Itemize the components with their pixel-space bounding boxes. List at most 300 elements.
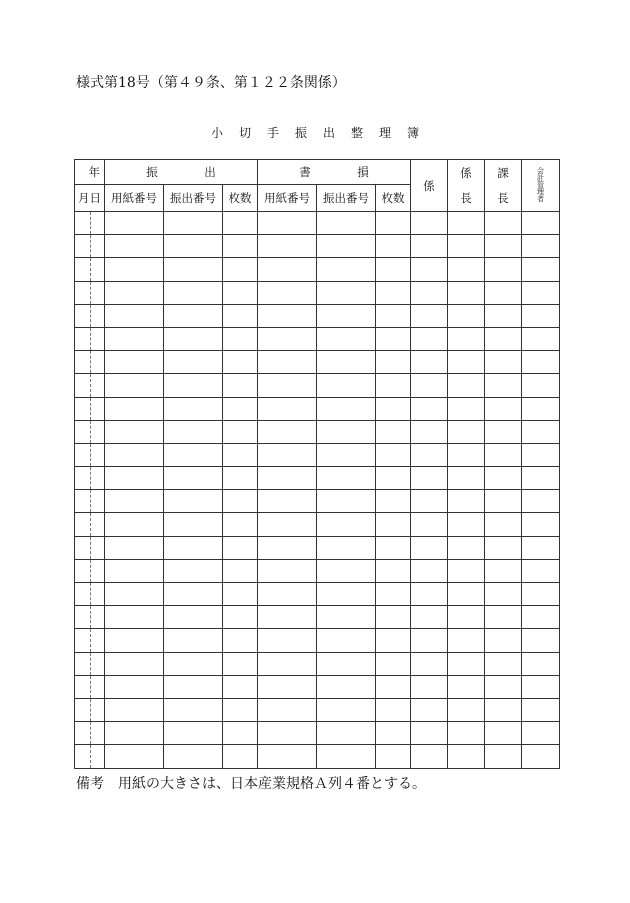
date-cell[interactable] (75, 258, 105, 281)
table-row (75, 513, 560, 536)
table-cell[interactable] (317, 351, 376, 374)
table-cell[interactable] (485, 675, 522, 698)
table-cell[interactable] (376, 722, 411, 745)
table-cell[interactable] (376, 397, 411, 420)
table-cell[interactable] (317, 513, 376, 536)
table-cell[interactable] (223, 467, 258, 490)
table-cell[interactable] (448, 351, 485, 374)
table-cell[interactable] (164, 722, 223, 745)
col-header: 枚数 (376, 185, 411, 212)
date-cell[interactable] (75, 235, 105, 258)
table-cell[interactable] (522, 443, 560, 466)
table-cell[interactable] (105, 212, 164, 235)
table-cell[interactable] (258, 536, 317, 559)
date-cell[interactable] (75, 374, 105, 397)
table-cell[interactable] (376, 420, 411, 443)
table-cell[interactable] (258, 281, 317, 304)
date-cell[interactable] (75, 212, 105, 235)
table-cell[interactable] (164, 513, 223, 536)
table-cell[interactable] (485, 420, 522, 443)
table-cell[interactable] (485, 513, 522, 536)
title-char: 小 (210, 126, 223, 140)
table-cell[interactable] (411, 304, 448, 327)
table-cell[interactable] (105, 513, 164, 536)
table-cell[interactable] (105, 397, 164, 420)
table-cell[interactable] (223, 745, 258, 768)
table-cell[interactable] (317, 467, 376, 490)
table-cell[interactable] (164, 698, 223, 721)
table-cell[interactable] (258, 583, 317, 606)
date-cell[interactable] (75, 675, 105, 698)
table-cell[interactable] (223, 420, 258, 443)
table-cell[interactable] (164, 675, 223, 698)
table-cell[interactable] (164, 490, 223, 513)
table-cell[interactable] (164, 304, 223, 327)
division-chief-header (485, 160, 522, 212)
table-cell[interactable] (522, 513, 560, 536)
table-cell[interactable] (105, 258, 164, 281)
table-cell[interactable] (317, 536, 376, 559)
table-cell[interactable] (317, 397, 376, 420)
date-cell[interactable] (75, 490, 105, 513)
table-cell[interactable] (376, 374, 411, 397)
table-cell[interactable] (317, 722, 376, 745)
table-cell[interactable] (223, 374, 258, 397)
table-cell[interactable] (485, 443, 522, 466)
table-cell[interactable] (223, 698, 258, 721)
table-cell[interactable] (317, 675, 376, 698)
table-cell[interactable] (317, 374, 376, 397)
table-cell[interactable] (258, 745, 317, 768)
table-cell[interactable] (317, 420, 376, 443)
table-cell[interactable] (485, 490, 522, 513)
table-cell[interactable] (448, 374, 485, 397)
table-cell[interactable] (522, 420, 560, 443)
table-cell[interactable] (317, 443, 376, 466)
table-cell[interactable] (164, 652, 223, 675)
table-cell[interactable] (258, 722, 317, 745)
table-cell[interactable] (376, 281, 411, 304)
table-cell[interactable] (105, 351, 164, 374)
table-cell[interactable] (522, 467, 560, 490)
table-cell[interactable] (485, 467, 522, 490)
table-cell[interactable] (522, 675, 560, 698)
table-cell[interactable] (485, 304, 522, 327)
date-cell[interactable] (75, 513, 105, 536)
table-cell[interactable] (258, 559, 317, 582)
table-cell[interactable] (164, 258, 223, 281)
table-cell[interactable] (522, 606, 560, 629)
table-cell[interactable] (258, 397, 317, 420)
table-cell[interactable] (522, 397, 560, 420)
table-cell[interactable] (258, 304, 317, 327)
table-cell[interactable] (522, 490, 560, 513)
table-cell[interactable] (105, 722, 164, 745)
ledger-table (74, 159, 560, 769)
table-cell[interactable] (411, 467, 448, 490)
table-cell[interactable] (522, 374, 560, 397)
table-cell[interactable] (258, 698, 317, 721)
table-cell[interactable] (485, 722, 522, 745)
table-cell[interactable] (522, 281, 560, 304)
table-cell[interactable] (223, 304, 258, 327)
table-cell[interactable] (376, 258, 411, 281)
table-cell[interactable] (376, 698, 411, 721)
table-row (75, 327, 560, 350)
table-cell[interactable] (105, 606, 164, 629)
table-cell[interactable] (317, 327, 376, 350)
table-cell[interactable] (164, 351, 223, 374)
table-cell[interactable] (105, 420, 164, 443)
table-cell[interactable] (411, 420, 448, 443)
table-cell[interactable] (522, 212, 560, 235)
issued-header (105, 160, 258, 185)
table-cell[interactable] (164, 467, 223, 490)
table-cell[interactable] (376, 351, 411, 374)
date-cell[interactable] (75, 281, 105, 304)
table-cell[interactable] (448, 281, 485, 304)
table-cell[interactable] (485, 536, 522, 559)
table-cell[interactable] (448, 745, 485, 768)
date-cell[interactable] (75, 536, 105, 559)
table-cell[interactable] (223, 559, 258, 582)
issued-header-char: 出 (204, 165, 216, 179)
table-cell[interactable] (317, 652, 376, 675)
table-cell[interactable] (485, 698, 522, 721)
table-cell[interactable] (164, 397, 223, 420)
table-cell[interactable] (317, 606, 376, 629)
table-cell[interactable] (317, 490, 376, 513)
table-cell[interactable] (448, 536, 485, 559)
table-cell[interactable] (485, 397, 522, 420)
table-cell[interactable] (522, 583, 560, 606)
table-cell[interactable] (376, 235, 411, 258)
table-cell[interactable] (164, 443, 223, 466)
table-cell[interactable] (411, 698, 448, 721)
table-cell[interactable] (448, 675, 485, 698)
table-cell[interactable] (448, 513, 485, 536)
table-cell[interactable] (485, 374, 522, 397)
table-row (75, 374, 560, 397)
date-cell[interactable] (75, 698, 105, 721)
table-cell[interactable] (411, 281, 448, 304)
table-cell[interactable] (411, 652, 448, 675)
table-cell[interactable] (223, 281, 258, 304)
title-char: 簿 (407, 126, 420, 140)
table-cell[interactable] (485, 351, 522, 374)
table-cell[interactable] (376, 513, 411, 536)
table-cell[interactable] (258, 652, 317, 675)
table-cell[interactable] (164, 327, 223, 350)
date-cell[interactable] (75, 722, 105, 745)
date-cell[interactable] (75, 606, 105, 629)
table-cell[interactable] (164, 281, 223, 304)
table-cell[interactable] (223, 536, 258, 559)
table-cell[interactable] (411, 722, 448, 745)
table-row (75, 698, 560, 721)
table-cell[interactable] (258, 351, 317, 374)
table-cell[interactable] (317, 304, 376, 327)
table-cell[interactable] (485, 583, 522, 606)
table-cell[interactable] (223, 258, 258, 281)
table-cell[interactable] (223, 443, 258, 466)
table-cell[interactable] (411, 583, 448, 606)
table-row (75, 281, 560, 304)
table-cell[interactable] (411, 559, 448, 582)
table-cell[interactable] (258, 212, 317, 235)
table-cell[interactable] (485, 652, 522, 675)
table-cell[interactable] (448, 420, 485, 443)
table-cell[interactable] (317, 212, 376, 235)
table-cell[interactable] (485, 327, 522, 350)
table-cell[interactable] (105, 629, 164, 652)
table-cell[interactable] (258, 258, 317, 281)
table-cell[interactable] (223, 652, 258, 675)
table-cell[interactable] (448, 327, 485, 350)
table-cell[interactable] (448, 722, 485, 745)
table-cell[interactable] (376, 467, 411, 490)
table-cell[interactable] (223, 327, 258, 350)
spoiled-header-char: 損 (357, 165, 369, 179)
table-cell[interactable] (522, 559, 560, 582)
table-cell[interactable] (522, 745, 560, 768)
table-cell[interactable] (258, 443, 317, 466)
table-cell[interactable] (317, 281, 376, 304)
table-cell[interactable] (258, 490, 317, 513)
table-cell[interactable] (164, 374, 223, 397)
table-cell[interactable] (105, 652, 164, 675)
table-cell[interactable] (411, 235, 448, 258)
table-cell[interactable] (105, 327, 164, 350)
table-cell[interactable] (376, 745, 411, 768)
table-cell[interactable] (485, 629, 522, 652)
table-cell[interactable] (376, 629, 411, 652)
table-cell[interactable] (164, 745, 223, 768)
table-cell[interactable] (258, 327, 317, 350)
header-row-top (75, 160, 560, 185)
date-cell[interactable] (75, 467, 105, 490)
table-cell[interactable] (448, 397, 485, 420)
table-cell[interactable] (105, 536, 164, 559)
table-cell[interactable] (258, 606, 317, 629)
remarks-note: 備考 用紙の大きさは、日本産業規格Ａ列４番とする。 (76, 776, 426, 792)
accounting-manager-char: 者 (537, 195, 544, 203)
table-cell[interactable] (258, 420, 317, 443)
table-cell[interactable] (223, 351, 258, 374)
table-cell[interactable] (376, 327, 411, 350)
table-cell[interactable] (317, 235, 376, 258)
table-cell[interactable] (164, 606, 223, 629)
table-cell[interactable] (105, 490, 164, 513)
table-cell[interactable] (448, 559, 485, 582)
table-cell[interactable] (485, 559, 522, 582)
table-cell[interactable] (223, 675, 258, 698)
date-cell[interactable] (75, 351, 105, 374)
date-cell[interactable] (75, 443, 105, 466)
table-cell[interactable] (105, 281, 164, 304)
table-row (75, 467, 560, 490)
table-cell[interactable] (522, 722, 560, 745)
table-cell[interactable] (258, 513, 317, 536)
table-cell[interactable] (448, 490, 485, 513)
table-cell[interactable] (522, 235, 560, 258)
table-cell[interactable] (105, 559, 164, 582)
table-row (75, 397, 560, 420)
table-cell[interactable] (105, 443, 164, 466)
table-row (75, 745, 560, 768)
table-cell[interactable] (105, 583, 164, 606)
table-cell[interactable] (223, 235, 258, 258)
table-cell[interactable] (223, 212, 258, 235)
date-cell[interactable] (75, 652, 105, 675)
table-cell[interactable] (376, 490, 411, 513)
table-cell[interactable] (411, 675, 448, 698)
date-cell[interactable] (75, 629, 105, 652)
table-cell[interactable] (485, 606, 522, 629)
table-cell[interactable] (485, 745, 522, 768)
table-cell[interactable] (522, 258, 560, 281)
table-cell[interactable] (317, 698, 376, 721)
table-cell[interactable] (376, 304, 411, 327)
table-cell[interactable] (522, 629, 560, 652)
table-cell[interactable] (411, 745, 448, 768)
table-cell[interactable] (522, 327, 560, 350)
table-cell[interactable] (411, 490, 448, 513)
table-cell[interactable] (258, 629, 317, 652)
table-cell[interactable] (105, 675, 164, 698)
table-row (75, 606, 560, 629)
table-cell[interactable] (522, 698, 560, 721)
table-cell[interactable] (105, 304, 164, 327)
table-cell[interactable] (164, 235, 223, 258)
table-cell[interactable] (522, 652, 560, 675)
table-row (75, 675, 560, 698)
table-cell[interactable] (223, 629, 258, 652)
table-cell[interactable] (448, 583, 485, 606)
table-cell[interactable] (448, 443, 485, 466)
title-char: 理 (379, 126, 392, 140)
table-cell[interactable] (105, 374, 164, 397)
table-cell[interactable] (448, 606, 485, 629)
table-row (75, 420, 560, 443)
table-cell[interactable] (411, 606, 448, 629)
table-cell[interactable] (485, 212, 522, 235)
date-cell[interactable] (75, 559, 105, 582)
year-header: 年 (75, 160, 105, 185)
table-cell[interactable] (105, 745, 164, 768)
table-cell[interactable] (164, 212, 223, 235)
table-cell[interactable] (376, 583, 411, 606)
table-cell[interactable] (317, 583, 376, 606)
table-cell[interactable] (164, 559, 223, 582)
table-cell[interactable] (411, 629, 448, 652)
date-cell[interactable] (75, 420, 105, 443)
table-cell[interactable] (485, 281, 522, 304)
table-cell[interactable] (448, 212, 485, 235)
table-cell[interactable] (448, 467, 485, 490)
table-cell[interactable] (376, 536, 411, 559)
date-cell[interactable] (75, 397, 105, 420)
table-cell[interactable] (376, 212, 411, 235)
table-cell[interactable] (223, 490, 258, 513)
table-cell[interactable] (258, 467, 317, 490)
col-header: 用紙番号 (258, 185, 317, 212)
table-cell[interactable] (258, 235, 317, 258)
date-cell[interactable] (75, 745, 105, 768)
table-cell[interactable] (223, 722, 258, 745)
table-cell[interactable] (522, 351, 560, 374)
table-cell[interactable] (317, 629, 376, 652)
table-row (75, 722, 560, 745)
spoiled-header-char: 書 (299, 165, 311, 179)
table-row (75, 583, 560, 606)
table-cell[interactable] (258, 675, 317, 698)
date-cell[interactable] (75, 327, 105, 350)
table-cell[interactable] (522, 536, 560, 559)
table-cell[interactable] (411, 513, 448, 536)
table-cell[interactable] (105, 467, 164, 490)
table-cell[interactable] (411, 374, 448, 397)
table-cell[interactable] (317, 745, 376, 768)
table-cell[interactable] (164, 629, 223, 652)
table-cell[interactable] (376, 675, 411, 698)
table-cell[interactable] (376, 559, 411, 582)
table-cell[interactable] (411, 536, 448, 559)
title-char: 整 (351, 126, 364, 140)
table-cell[interactable] (223, 513, 258, 536)
table-cell[interactable] (448, 258, 485, 281)
table-cell[interactable] (411, 443, 448, 466)
table-cell[interactable] (376, 606, 411, 629)
table-cell[interactable] (317, 559, 376, 582)
date-cell[interactable] (75, 304, 105, 327)
table-cell[interactable] (411, 397, 448, 420)
table-cell[interactable] (376, 443, 411, 466)
spoiled-header (258, 160, 411, 185)
table-cell[interactable] (448, 304, 485, 327)
table-cell[interactable] (448, 235, 485, 258)
table-cell[interactable] (164, 420, 223, 443)
table-cell[interactable] (411, 212, 448, 235)
month-day-header: 月日 (75, 185, 105, 212)
table-cell[interactable] (105, 235, 164, 258)
table-cell[interactable] (411, 327, 448, 350)
table-cell[interactable] (448, 652, 485, 675)
col-header: 枚数 (223, 185, 258, 212)
table-cell[interactable] (105, 698, 164, 721)
table-cell[interactable] (164, 536, 223, 559)
accounting-manager-char: 会 (537, 167, 544, 175)
table-cell[interactable] (258, 374, 317, 397)
table-row (75, 629, 560, 652)
table-cell[interactable] (223, 606, 258, 629)
table-cell[interactable] (485, 235, 522, 258)
table-cell[interactable] (223, 583, 258, 606)
table-cell[interactable] (522, 304, 560, 327)
table-cell[interactable] (317, 258, 376, 281)
table-cell[interactable] (411, 258, 448, 281)
table-cell[interactable] (448, 698, 485, 721)
division-chief-char: 課 (497, 166, 509, 180)
table-cell[interactable] (485, 258, 522, 281)
table-cell[interactable] (223, 397, 258, 420)
table-cell[interactable] (448, 629, 485, 652)
table-cell[interactable] (164, 583, 223, 606)
table-cell[interactable] (376, 652, 411, 675)
col-header: 振出番号 (164, 185, 223, 212)
date-cell[interactable] (75, 583, 105, 606)
table-cell[interactable] (411, 351, 448, 374)
